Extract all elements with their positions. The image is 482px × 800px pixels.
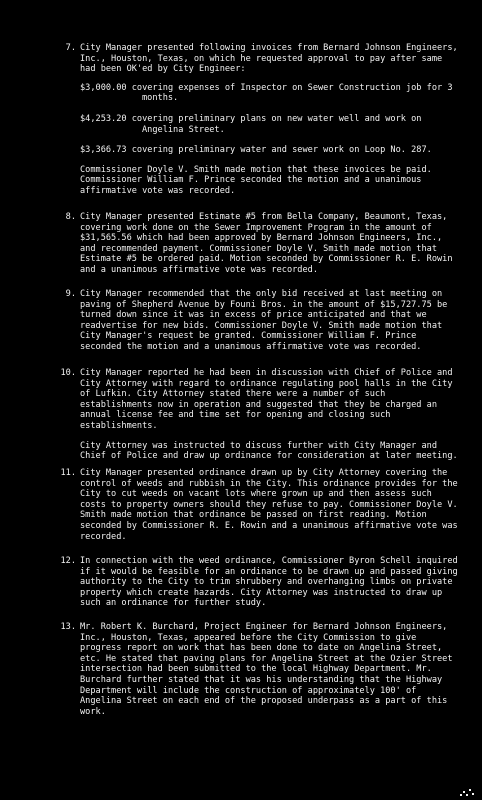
item-body [80,622,462,717]
item-number: 10. [60,368,76,378]
invoice-entry: $3,366.73 covering preliminary water and sewer work on Loop No. 287. [80,145,432,156]
item-body [80,289,462,353]
item-text: City Manager reported he had been in discussion with Chief of Police and City Attorney with regard to ordinance regulating pool halls in the City of Lufkin. City Attorney stated there were a number of such establishments now in operation and suggested that they be charged an annual license fee and time set for opening and closing such establishments. [80,368,458,431]
item-number: 12. [60,556,76,566]
item-text: Commissioner Doyle V. Smith made motion that these invoices be paid. Commissioner William F. Prince seconded the motion and a unanimous affirmative vote was recorded. [80,164,438,196]
scan-mark [460,786,474,796]
item-text: In connection with the weed ordinance, Commissioner Byron Schell inquired if it would be feasible for an ordinance to be drawn up and passed giving authority to the City to trim shrubbery and overhanging limbs on private property which create hazards. City Attorney was instructed to draw up such an ordinance for further study. [80,556,463,609]
item-text: City Attorney was instructed to discuss further with City Manager and Chief of Police and draw up ordinance for consideration at later meeting. [80,440,458,462]
item-body [80,556,462,609]
invoice-entry: $4,253.20 covering preliminary plans on new water well and work on Angelina Street. [80,113,427,135]
item-body [80,468,462,542]
item-text: Mr. Robert K. Burchard, Project Engineer for Bernard Johnson Engineers, Inc., Houston, Texas, appeared before the City Commission to give progress report on work that has been done to date on Angelina Street, etc. He stated that paving plans for Angelina Street at the Ozier Street intersection had been submitted to the local Highway Department. Mr. Burchard further stated that it was his understanding that the Highway Department will include the construction of approximately 100' of Angelina Street on each end of the proposed underpass as a part of this work. [80,622,458,717]
item-number: 11. [60,468,76,478]
item-text: City Manager recommended that the only bid received at last meeting on paving of Shepherd Avenue by Founi Bros. in the amount of $15,727.75 be turned down since it was in excess of price anticipated and that we readvertise for new bids. Commissioner Doyle V. Smith made motion that City Manager's request be granted. Commissioner William F. Prince seconded the motion and a unanimous affirmative vote was recorded. [80,289,453,352]
item-body [80,43,462,197]
item-text: City Manager presented ordinance drawn up by City Attorney covering the control of weeds and rubbish in the City. This ordinance provides for the City to cut weeds on vacant lots where grown up and then assess such costs to property owners should they refuse to pay. Commissioner Doyle V. Smith made motion that ordinance be passed on first reading. Motion seconded by Commissioner R. E. Rowin and a unanimous affirmative vote was recorded. [80,468,463,542]
item-text: City Manager presented Estimate #5 from Bella Company, Beaumont, Texas, covering work done on the Sewer Improvement Program in the amount of $31,565.56 which had been approved by Bernard Johnson Engineers, Inc., and recommended payment. Commissioner Doyle V. Smith made motion that Estimate #5 be ordered paid. Motion seconded by Commissioner R. E. Rowin and a unanimous affirmative vote was recorded. [80,212,458,275]
item-number: 7. [65,43,76,53]
item-number: 13. [60,622,76,632]
invoice-list [80,83,462,156]
item-body [80,368,462,462]
item-text: City Manager presented following invoices from Bernard Johnson Engineers, Inc., Houston, Texas, on which he requested approval to pay after same had been OK'ed by City Engineer: [80,43,463,75]
invoice-entry: $3,000.00 covering expenses of Inspector on Sewer Construction job for 3 months. [80,82,458,104]
item-number: 8. [65,212,76,222]
item-body [80,212,462,276]
item-number: 9. [65,289,76,299]
